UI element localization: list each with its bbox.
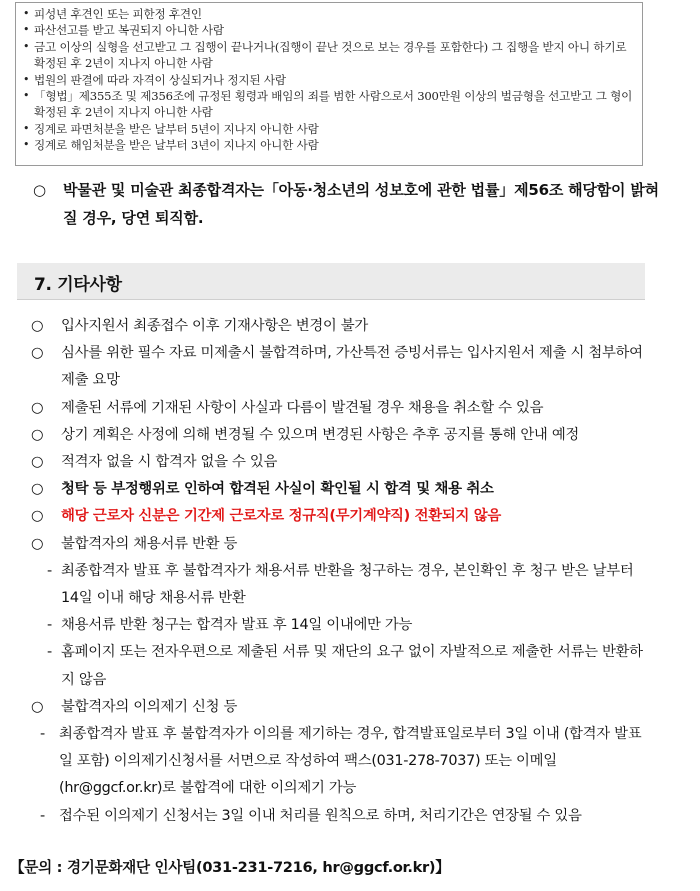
list-item-highlight: ○ 해당 근로자 신분은 기간제 근로자로 정규직(무기계약직) 전환되지 않음 [31, 508, 501, 525]
contact-info: 【문의 : 경기문화재단 인사팀(031-231-7216, hr@ggcf.or.kr)】 [10, 859, 450, 876]
other-matters-list [33, 313, 648, 830]
list-item: • 징계로 파면처분을 받은 날부터 5년이 지나지 아니한 사람 [23, 121, 319, 136]
list-item-bold: ○ 청탁 등 부정행위로 인하여 합격된 사실이 확인될 시 합격 및 채용 취소 [31, 481, 494, 498]
disqualification-list [22, 6, 636, 154]
list-item: • 금고 이상의 실형을 선고받고 그 집행이 끝나거나(집행이 끝난 것으로 보는 경우를 포함한다) 그 집행을 받지 아니 하기로 확정된 후 2년이 지나지 아니한 사람 [23, 39, 627, 71]
list-item-return: ○ 불합격자의 채용서류 반환 등 [31, 535, 238, 552]
list-item: ○ 상기 계획은 사정에 의해 변경될 수 있으며 변경된 사항은 추후 공지를 통해 안내 예정 [31, 426, 580, 443]
section-title: 7. 기타사항 [34, 275, 122, 295]
list-item-appeal: ○ 불합격자의 이의제기 신청 등 [31, 698, 238, 715]
sub-item: - 채용서류 반환 청구는 합격자 발표 후 14일 이내에만 가능 [47, 617, 413, 634]
list-item: • 「형법」제355조 및 제356조에 규정된 횡령과 배임의 죄를 범한 사람으로서 300만원 이상의 벌금형을 선고받고 그 형이 확정된 후 2년이 지나지 아니한 사람 [23, 89, 633, 120]
museum-dismissal-note: ○ 박물관 및 미술관 최종합격자는「아동·청소년의 성보호에 관한 법률」제56조 해당함이 밝혀질 경우, 당연 퇴직함. [35, 176, 660, 232]
list-item: ○ 적격자 없을 시 합격자 없을 수 있음 [31, 454, 278, 471]
sub-item: - 접수된 이의제기 신청서는 3일 이내 처리를 원칙으로 하며, 처리기간은 연장될 수 있음 [40, 807, 582, 824]
list-item: • 파산선고를 받고 복권되지 아니한 사람 [23, 23, 224, 38]
list-item: • 징계로 해임처분을 받은 날부터 3년이 지나지 아니한 사람 [23, 138, 319, 153]
section-header [17, 263, 645, 300]
circle-marker: ○ [33, 181, 46, 199]
sub-item: - 최종합격자 발표 후 불합격자가 채용서류 반환을 청구하는 경우, 본인확인 후 청구 받은 날부터 14일 이내 해당 채용서류 반환 [47, 562, 634, 607]
disqualification-box [15, 2, 643, 166]
list-item: ○ 제출된 서류에 기재된 사항이 사실과 다름이 발견될 경우 채용을 취소할 수 있음 [31, 399, 544, 416]
sub-item: - 홈페이지 또는 전자우편으로 제출된 서류 및 재단의 요구 없이 자발적으로 제출한 서류는 반환하지 않음 [47, 644, 643, 688]
list-item: • 법원의 판결에 따라 자격이 상실되거나 정지된 사람 [23, 72, 286, 87]
sub-item: - 최종합격자 발표 후 불합격자가 이의를 제기하는 경우, 합격발표일로부터 3일 이내 (합격자 발표일 포함) 이의제기신청서를 서면으로 작성하여 팩스(031-278-7037) 또는 이메일(hr@ggcf.or.kr)로 불합격에 대한 이의제기 가능 [40, 726, 642, 797]
list-item: ○ 입사지원서 최종접수 이후 기재사항은 변경이 불가 [31, 318, 369, 334]
list-item: ○ 심사를 위한 필수 자료 미제출시 불합격하며, 가산특전 증빙서류는 입사지원서 제출 시 첨부하여 제출 요망 [31, 345, 643, 389]
list-item: • 피성년 후견인 또는 피한정 후견인 [23, 7, 202, 21]
